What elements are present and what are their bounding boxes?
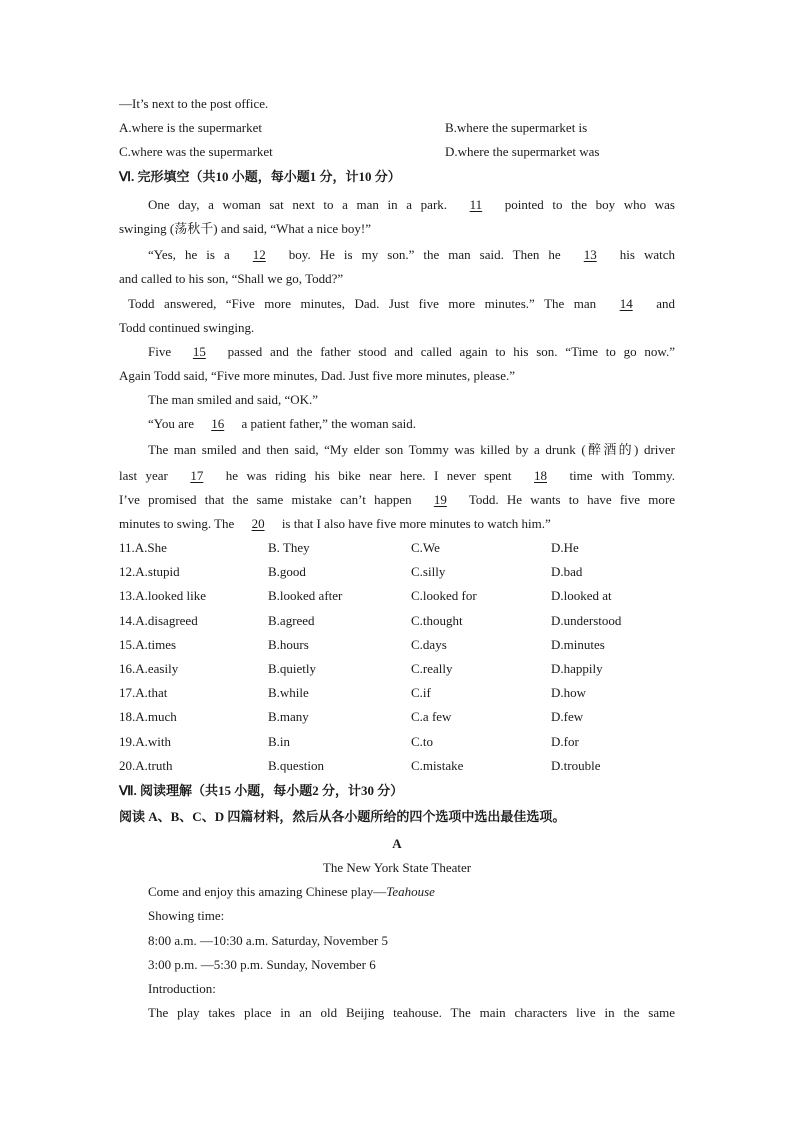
question-option: B.question xyxy=(268,757,324,773)
question-option-a: 19.A.with xyxy=(119,733,171,749)
showing-label: Showing time: xyxy=(148,908,225,923)
question-option: D.trouble xyxy=(551,757,601,773)
passage-line: Again Todd said, “Five more minutes, Dad. Just five more minutes, please.” xyxy=(119,368,515,383)
question-option: C.thought xyxy=(411,612,463,628)
option-a: A.where is the supermarket xyxy=(119,120,262,135)
blank-13: 13 xyxy=(583,247,597,262)
play-intro: Come and enjoy this amazing Chinese play—Teahouse xyxy=(148,884,435,899)
blank-17: 17 xyxy=(190,468,204,483)
question-option: B.while xyxy=(268,685,309,701)
question-option: D.happily xyxy=(551,661,603,676)
question-option-a: 18.A.much xyxy=(119,709,177,725)
question-option: C.to xyxy=(411,733,434,749)
question-option: D.for xyxy=(551,733,579,749)
question-option: B.agreed xyxy=(268,612,315,628)
question-option: C.a few xyxy=(411,709,452,725)
blank-16: 16 xyxy=(211,416,225,431)
question-option: C.if xyxy=(411,685,431,701)
passage-line: and called to his son, “Shall we go, Todd?” xyxy=(119,271,344,286)
passage-line: minutes to swing. The 20 is that I also have five more minutes to watch him.” xyxy=(119,516,551,531)
passage-line: Five 15 passed and the father stood and called again to his son. “Time to go now.” xyxy=(148,344,675,359)
question-option: B.quietly xyxy=(268,661,317,676)
question-option: D.He xyxy=(551,540,579,555)
blank-15: 15 xyxy=(192,344,206,359)
blank-19: 19 xyxy=(433,492,447,507)
question-option: D.bad xyxy=(551,564,583,580)
option-d: D.where the supermarket was xyxy=(445,144,600,159)
question-option: B. They xyxy=(268,540,310,555)
question-option: B.in xyxy=(268,733,291,749)
blank-14: 14 xyxy=(619,296,633,311)
question-option: C.really xyxy=(411,661,453,676)
question-option: C.mistake xyxy=(411,757,464,773)
question-option: B.hours xyxy=(268,636,309,652)
question-option: C.looked for xyxy=(411,588,477,604)
question-option: C.silly xyxy=(411,564,446,580)
blank-20: 20 xyxy=(251,516,265,531)
option-c: C.where was the supermarket xyxy=(119,144,273,159)
blank-12: 12 xyxy=(252,247,266,262)
theater-title: The New York State Theater xyxy=(322,860,472,875)
passage-line: “You are 16 a patient father,” the woman said. xyxy=(148,416,417,431)
intro-label: Introduction: xyxy=(148,981,216,996)
question-option-a: 12.A.stupid xyxy=(119,564,180,580)
play-title: Teahouse xyxy=(386,884,435,899)
question-option-a: 20.A.truth xyxy=(119,757,173,773)
question-option: D.minutes xyxy=(551,636,605,652)
question-option: D.few xyxy=(551,709,584,725)
question-option: D.understood xyxy=(551,612,622,628)
passage-line: I’ve promised that the same mistake can’t happen 19 Todd. He wants to have five more xyxy=(119,492,675,507)
intro-text: The play takes place in an old Beijing teahouse. The main characters live in the same xyxy=(148,1005,675,1020)
question-option: B.many xyxy=(268,709,309,725)
question-option-a: 11.A.She xyxy=(119,540,167,555)
section7-heading: Ⅶ. 阅读理解（共15 小题，每小题2 分，计30 分） xyxy=(119,783,404,798)
passage-letter: A xyxy=(392,836,402,851)
question-option-a: 13.A.looked like xyxy=(119,588,207,604)
blank-11: 11 xyxy=(469,197,483,212)
passage-line: Todd continued swinging. xyxy=(119,320,255,335)
passage-line: “Yes, he is a 12 boy. He is my son.” the man said. Then he 13 his watch xyxy=(148,247,675,262)
section7-instruction: 阅读 A、B、C、D 四篇材料，然后从各小题所给的四个选项中选出最佳选项。 xyxy=(119,809,566,824)
question-option-a: 17.A.that xyxy=(119,685,168,701)
time-1: 8:00 a.m. —10:30 a.m. Saturday, November 5 xyxy=(148,933,388,948)
passage-line: Todd answered, “Five more minutes, Dad. Just five more minutes.” The man 14 and xyxy=(128,296,675,311)
passage-line: swinging (荡秋千) and said, “What a nice boy!” xyxy=(119,221,371,236)
question-option: C.days xyxy=(411,636,447,652)
option-b: B.where the supermarket is xyxy=(445,120,588,135)
question-option: D.how xyxy=(551,685,587,701)
question-option-a: 14.A.disagreed xyxy=(119,612,198,628)
answer-line: —It’s next to the post office. xyxy=(119,96,269,111)
section6-heading: Ⅵ. 完形填空（共10 小题，每小题1 分，计10 分） xyxy=(119,169,401,184)
time-2: 3:00 p.m. —5:30 p.m. Sunday, November 6 xyxy=(148,957,376,972)
question-option-a: 16.A.easily xyxy=(119,661,179,676)
blank-18: 18 xyxy=(534,468,547,483)
question-option-a: 15.A.times xyxy=(119,636,177,652)
question-option: B.looked after xyxy=(268,588,343,604)
passage-line: One day, a woman sat next to a man in a park. 11 pointed to the boy who was xyxy=(148,197,675,212)
passage-line: The man smiled and said, “OK.” xyxy=(148,392,319,407)
passage-line: last year 17 he was riding his bike near here. I never spent 18 time with Tommy. xyxy=(119,468,675,483)
question-option: C.We xyxy=(411,540,440,555)
passage-line: The man smiled and then said, “My elder son Tommy was killed by a drunk (醉酒的) driver xyxy=(148,442,675,457)
question-option: D.looked at xyxy=(551,588,612,604)
question-option: B.good xyxy=(268,564,306,580)
